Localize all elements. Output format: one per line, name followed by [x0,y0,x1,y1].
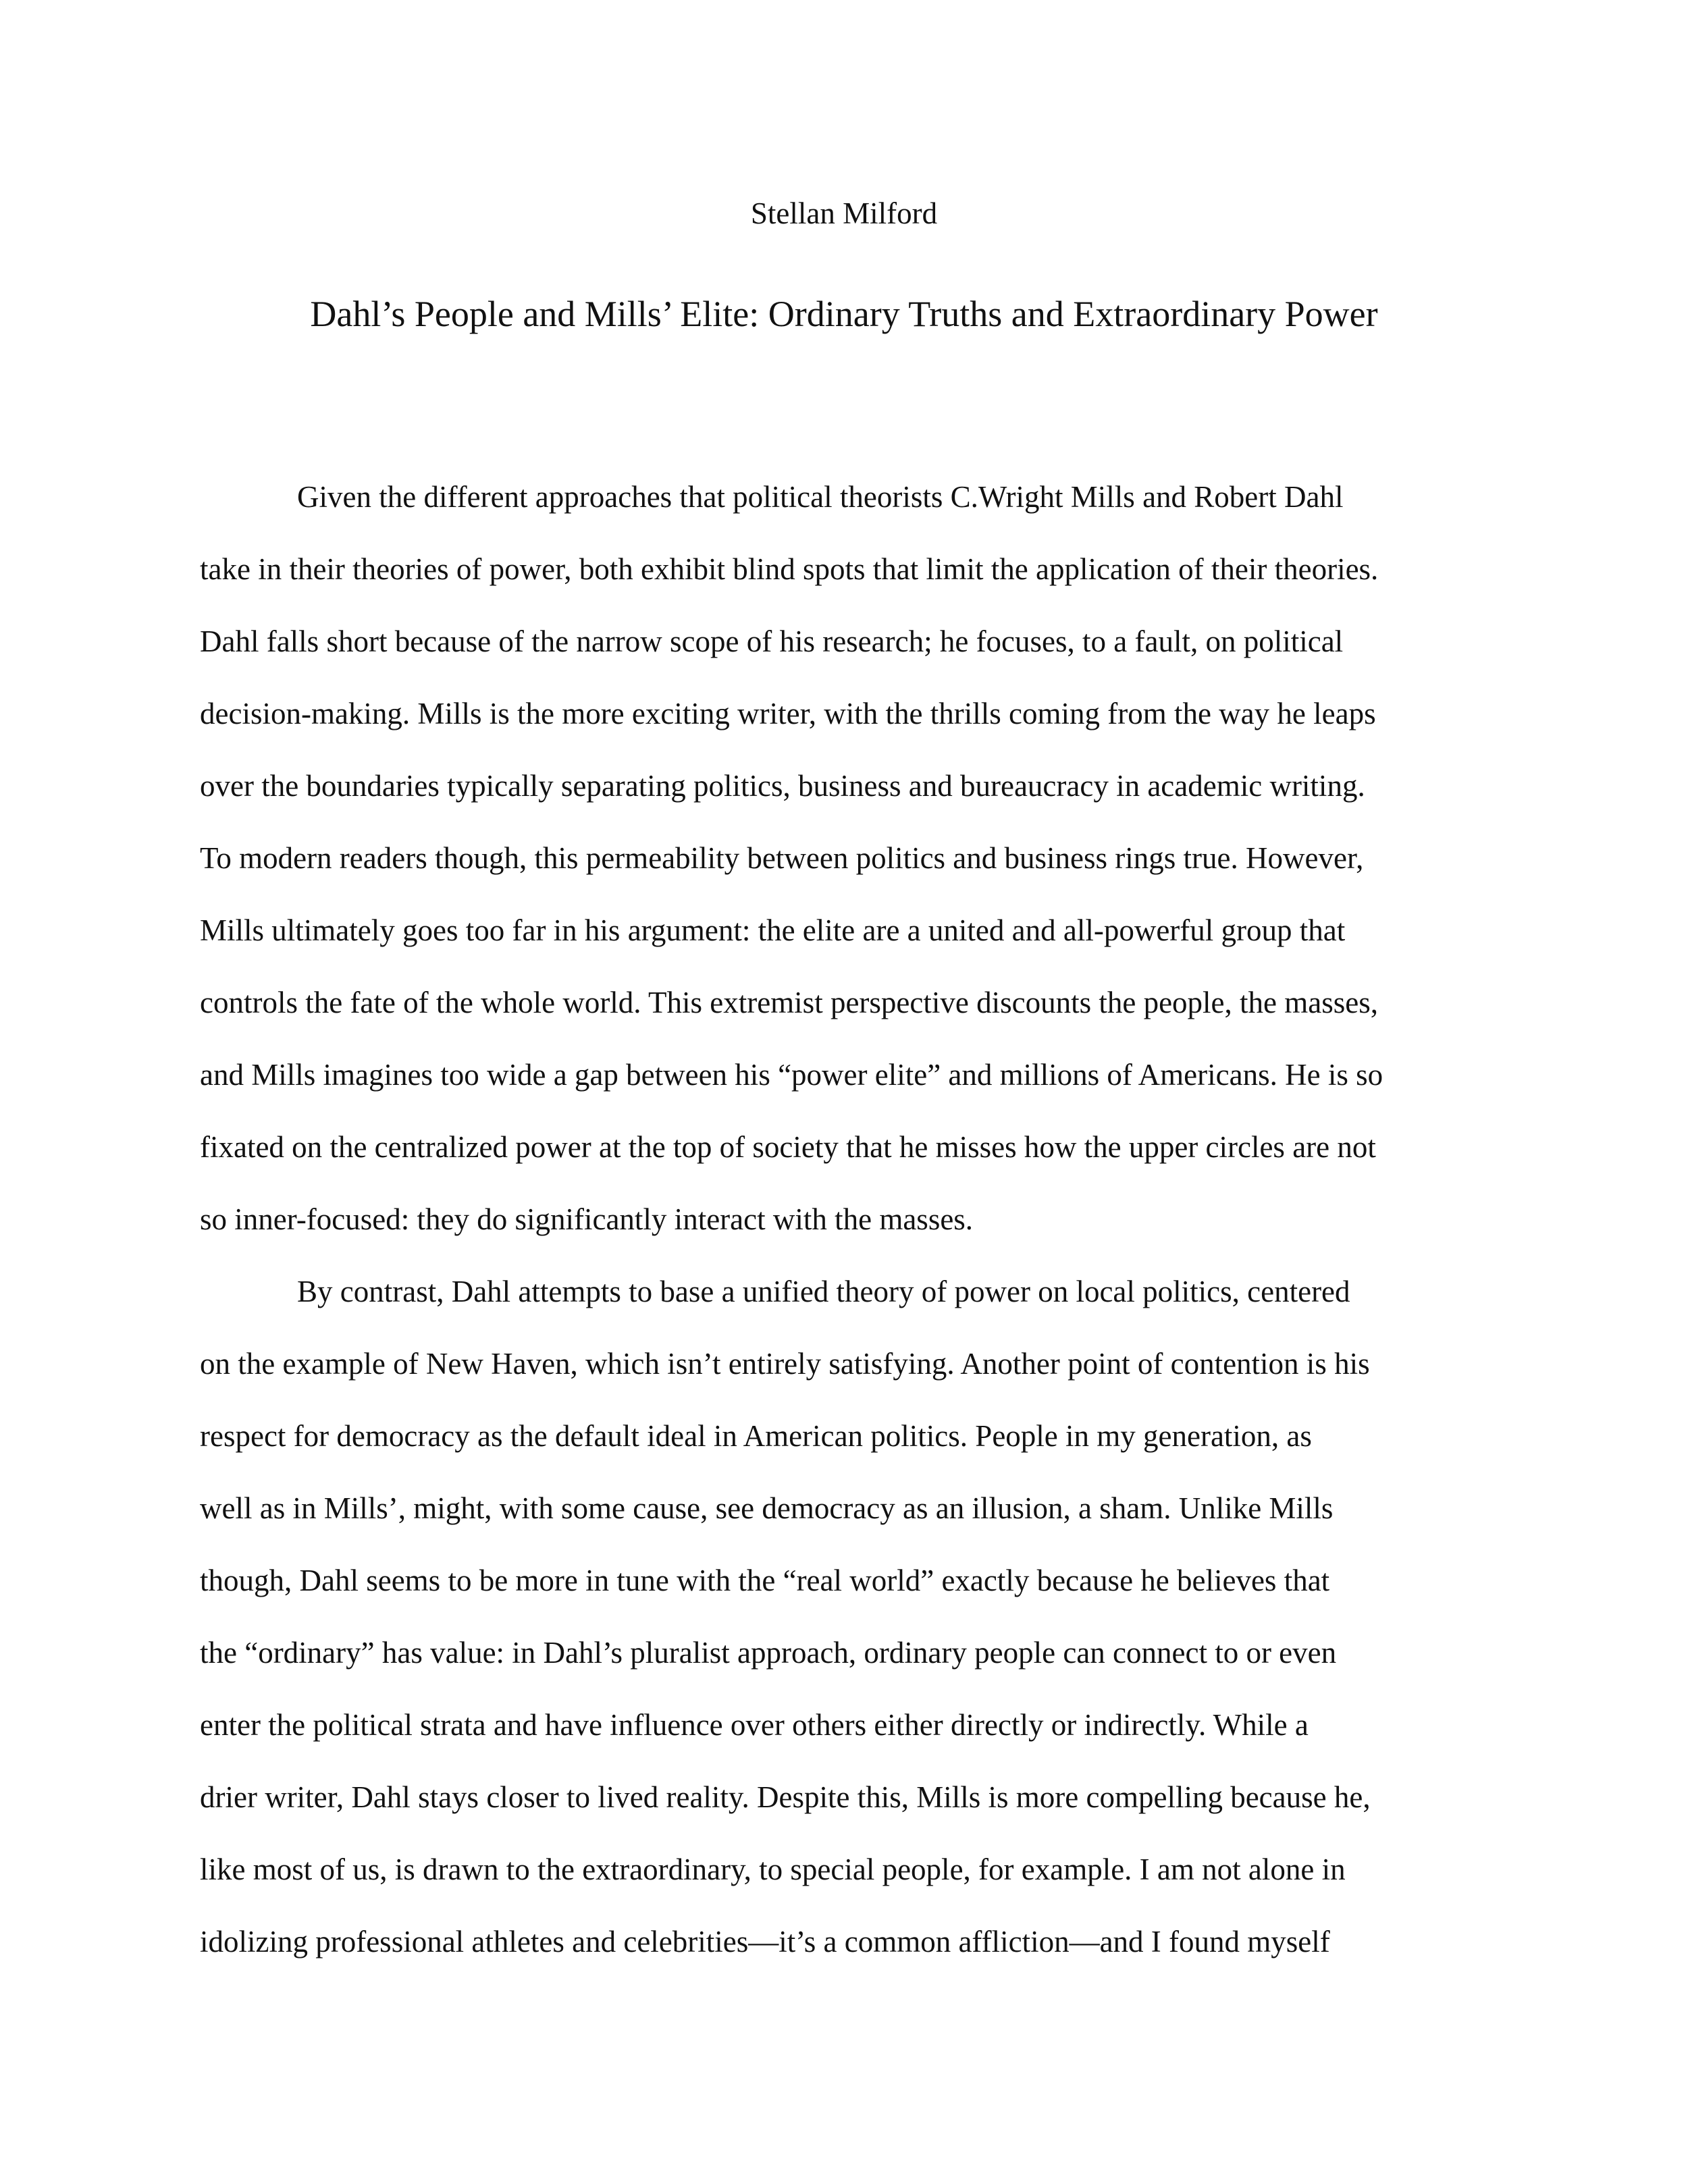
paragraph-line: like most of us, is drawn to the extraordinary, to special people, for example. I am not alone in [200,1853,1346,1886]
paragraph-line: respect for democracy as the default ideal in American politics. People in my generation, as [200,1419,1312,1453]
paragraph-line: fixated on the centralized power at the top of society that he misses how the upper circles are not [200,1130,1376,1164]
essay-body [200,477,1496,1994]
paragraph-2 [200,1271,1496,1994]
paragraph-line: By contrast, Dahl attempts to base a unified theory of power on local politics, centered [297,1275,1350,1308]
paragraph-line: Mills ultimately goes too far in his argument: the elite are a united and all-powerful group that [200,913,1346,947]
paragraph-line: take in their theories of power, both exhibit blind spots that limit the application of their theories. [200,552,1379,586]
paragraph-1 [200,477,1496,1271]
author-name: Stellan Milford [750,196,938,230]
paragraph-line: over the boundaries typically separating politics, business and bureaucracy in academic writing. [200,769,1365,803]
essay-title: Dahl’s People and Mills’ Elite: Ordinary Truths and Extraordinary Power [310,294,1378,334]
paragraph-line: drier writer, Dahl stays closer to lived reality. Despite this, Mills is more compelling because he, [200,1780,1371,1814]
paragraph-line: well as in Mills’, might, with some cause, see democracy as an illusion, a sham. Unlike Mills [200,1491,1334,1525]
paragraph-line: idolizing professional athletes and celebrities—it’s a common affliction—and I found myself [200,1925,1330,1959]
paragraph-line: Dahl falls short because of the narrow scope of his research; he focuses, to a fault, on political [200,624,1344,658]
paragraph-line: Given the different approaches that political theorists C.Wright Mills and Robert Dahl [297,480,1344,514]
paragraph-line: so inner-focused: they do significantly interact with the masses. [200,1202,974,1236]
paragraph-line: on the example of New Haven, which isn’t entirely satisfying. Another point of contention is his [200,1347,1370,1381]
paragraph-line: and Mills imagines too wide a gap between his “power elite” and millions of Americans. He is so [200,1058,1383,1092]
paragraph-line: though, Dahl seems to be more in tune with the “real world” exactly because he believes that [200,1564,1330,1597]
paragraph-line: To modern readers though, this permeability between politics and business rings true. However, [200,841,1364,875]
paragraph-line: the “ordinary” has value: in Dahl’s pluralist approach, ordinary people can connect to or even [200,1636,1337,1670]
paragraph-line: enter the political strata and have influence over others either directly or indirectly. While a [200,1708,1309,1742]
paragraph-line: decision-making. Mills is the more exciting writer, with the thrills coming from the way he leaps [200,697,1376,730]
paragraph-line: controls the fate of the whole world. This extremist perspective discounts the people, the masses, [200,986,1378,1019]
